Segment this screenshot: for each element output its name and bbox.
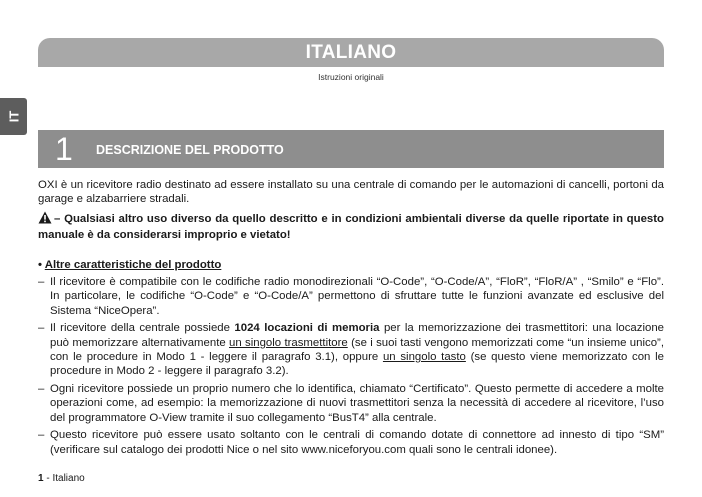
language-side-tab bbox=[0, 98, 27, 135]
features-list bbox=[38, 275, 664, 457]
single-transmitter-underlined: un singolo trasmettitore bbox=[229, 336, 348, 349]
list-item-text: per la memorizzazione dei trasmettitori: una locazione può memorizzare alternativamente bbox=[50, 322, 664, 349]
intro-paragraph: OXI è un ricevitore radio destinato ad essere installato su una centrale di comando per le automazioni di cancelli, portoni da garage e alzabarriere stradali. bbox=[38, 179, 664, 206]
subtitle: Istruzioni originali bbox=[318, 72, 384, 82]
list-item: – Questo ricevitore può essere usato soltanto con le centrali di comando dotate di connettore ad innesto di tipo “SM” (verificare sul catalogo dei prodotti Nice o nel sito www.niceforyou.com quali sono le centrali idonee). bbox=[38, 428, 664, 457]
features-bullet: • bbox=[38, 258, 42, 271]
list-item: – Ogni ricevitore possiede un proprio numero che lo identifica, chiamato “Certificato”. Questo permette di accedere a molte operazioni come, ad esempio: la memorizzazione di nuovi trasmettitori senza la necessità di accedere al ricevitore, l’uso del programmatore O-View tramite il suo collegamento “BusT4” alla centrale. bbox=[38, 382, 664, 425]
list-item bbox=[38, 321, 664, 379]
page-footer bbox=[38, 473, 85, 484]
warning-paragraph bbox=[38, 211, 664, 243]
features-heading bbox=[38, 258, 664, 272]
memory-locations-bold: 1024 locazioni di memoria bbox=[234, 322, 380, 335]
warning-triangle-icon bbox=[38, 211, 52, 228]
language-title: ITALIANO bbox=[305, 41, 397, 63]
section-number: 1 bbox=[55, 131, 73, 167]
section-title: DESCRIZIONE DEL PRODOTTO bbox=[96, 143, 284, 157]
language-header-bar bbox=[38, 38, 664, 67]
warning-text: – Qualsiasi altro uso diverso da quello descritto e in condizioni ambientali diverse da quelle riportate in questo manuale è da considerarsi improprio e vietato! bbox=[38, 212, 664, 242]
list-item-text: Il ricevitore della centrale possiede bbox=[50, 322, 235, 335]
section-content bbox=[38, 178, 664, 460]
page-number: 1 bbox=[38, 473, 44, 484]
language-side-tab-label: IT bbox=[6, 110, 21, 123]
list-item-text: (se i suoi tasti vengono memorizzati come “un insieme unico”, con le procedure in Modo 1 - leggere il paragrafo 3.1), oppure bbox=[50, 336, 664, 364]
single-key-underlined: un singolo tasto bbox=[382, 351, 466, 364]
list-item: – Il ricevitore è compatibile con le codifiche radio monodirezionali “O-Code”, “O-Code/A”, “FloR”, “FloR/A” , “Smilo” e “Flo”. In particolare, le codifiche “O-Code” e “O-Code/A” permettono di sfruttare tutte le funzioni avanzate ed esclusive del Sistema “NiceOpera”. bbox=[38, 275, 664, 318]
features-heading-text: Altre caratteristiche del prodotto bbox=[44, 258, 222, 271]
list-item-text: (se questo viene memorizzato con le procedure in Modo 2 - leggere il paragrafo 3.2). bbox=[50, 351, 664, 378]
footer-label: - Italiano bbox=[43, 473, 85, 484]
